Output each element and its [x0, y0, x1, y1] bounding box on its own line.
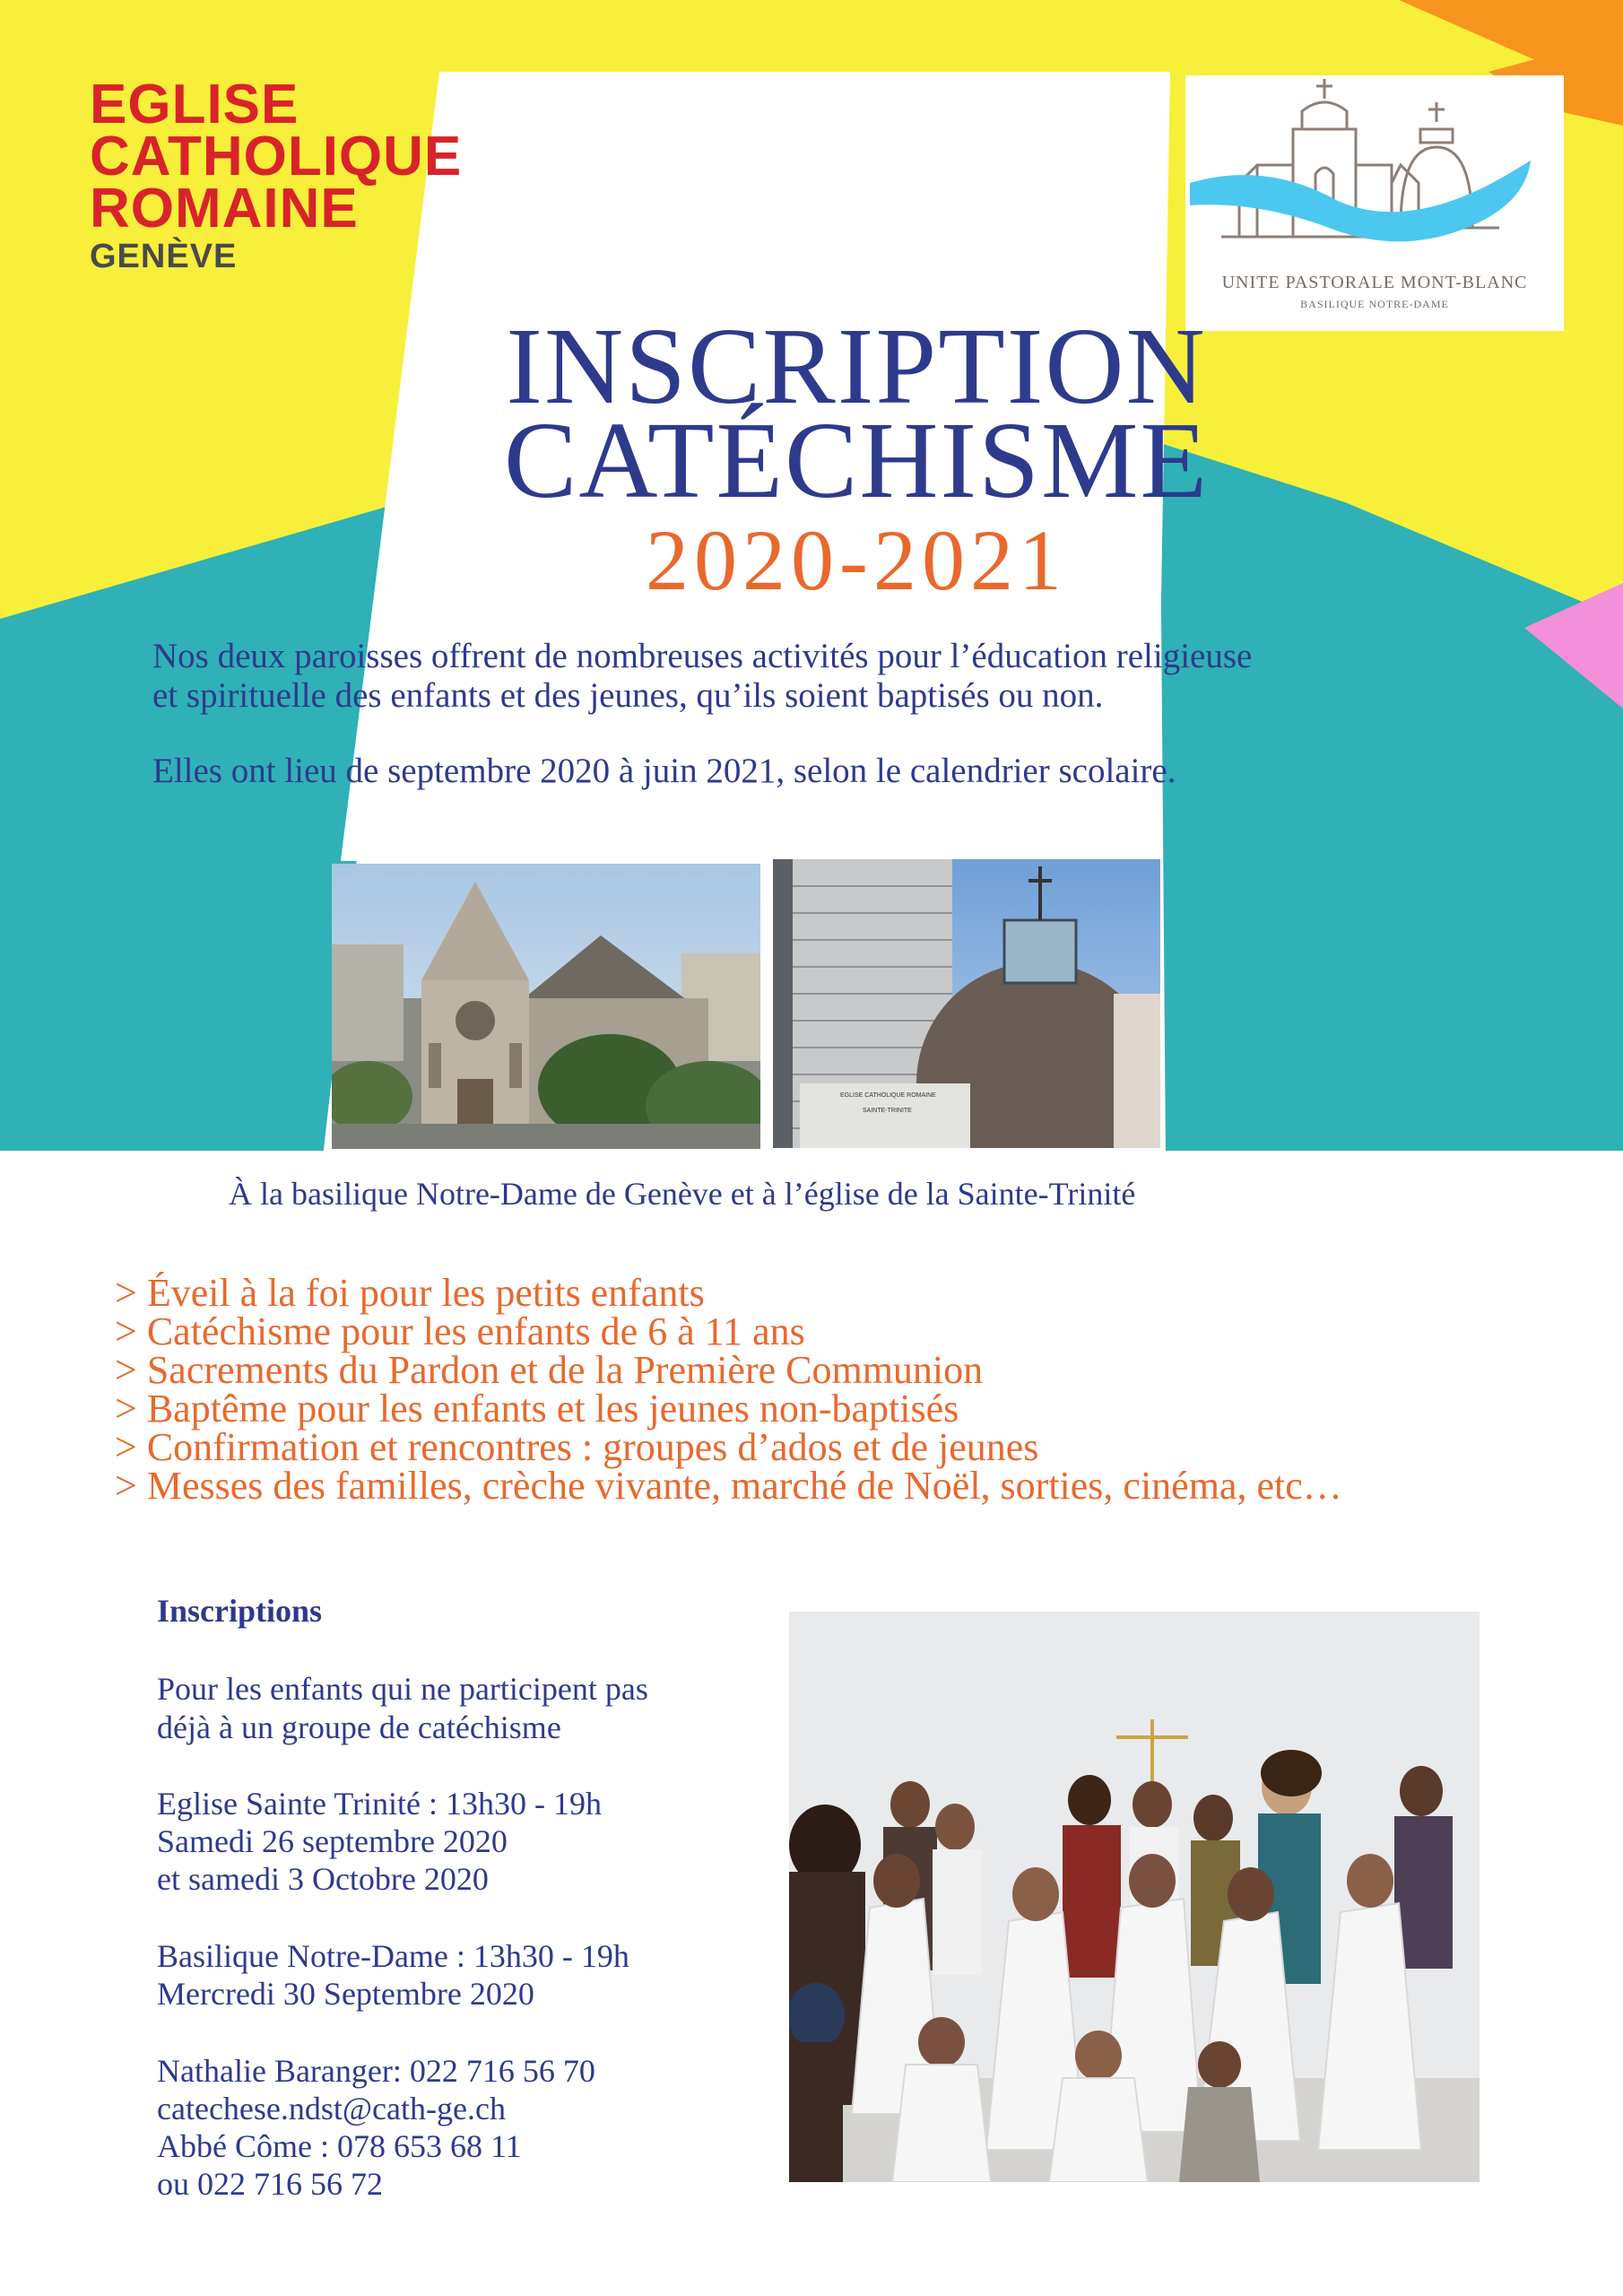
nd-schedule-line-1: Basilique Notre-Dame : 13h30 - 19h [157, 1938, 629, 1974]
title-year: 2020-2021 [646, 512, 1067, 608]
contact-alt-phone: ou 022 716 56 72 [157, 2166, 383, 2202]
unite-pastorale-name: UNITE PASTORALE MONT-BLANC [1221, 273, 1528, 292]
activity-item: > Sacrements du Pardon et de la Première Communion [115, 1348, 984, 1392]
activity-item: > Messes des familles, crèche vivante, marché de Noël, sorties, cinéma, etc… [115, 1464, 1342, 1508]
unite-pastorale-sub: BASILIQUE NOTRE-DAME [1300, 298, 1449, 310]
contact-phone: Nathalie Baranger: 022 716 56 70 [157, 2053, 595, 2089]
nd-schedule-line-2: Mercredi 30 Septembre 2020 [157, 1976, 534, 2012]
logo-line-2: CATHOLIQUE [90, 126, 463, 187]
title-line-1: INSCRIPTION [506, 306, 1207, 427]
title-line-2: CATÉCHISME [504, 400, 1209, 521]
photo-enfants-creche-vivante [789, 1612, 1480, 2182]
trinite-sign-line-1: EGLISE CATHOLIQUE ROMAINE [840, 1092, 936, 1099]
intro-paragraph-1-line-1: Nos deux paroisses offrent de nombreuses activités pour l’éducation religieuse [152, 637, 1253, 675]
logo-line-4: GENÈVE [90, 238, 238, 275]
trinite-schedule-line-1: Eglise Sainte Trinité : 13h30 - 19h [157, 1786, 603, 1822]
activity-item: > Confirmation et rencontres : groupes d’ados et de jeunes [115, 1425, 1039, 1469]
trinite-schedule-line-3: et samedi 3 Octobre 2020 [157, 1861, 489, 1897]
intro-paragraph-1-line-2: et spirituelle des enfants et des jeunes, qu’ils soient baptisés ou non. [152, 676, 1104, 715]
activity-item: > Baptême pour les enfants et les jeunes non-baptisés [115, 1387, 959, 1431]
inscriptions-intro-line-2: déjà à un groupe de catéchisme [157, 1709, 561, 1745]
logo-line-1: EGLISE [90, 74, 299, 135]
activities-list [115, 1271, 1585, 1508]
eglise-catholique-logo [90, 74, 463, 278]
activity-item: > Éveil à la foi pour les petits enfants [115, 1271, 705, 1315]
photo-basilique-notre-dame [332, 864, 760, 1149]
inscriptions-heading: Inscriptions [157, 1593, 323, 1629]
unite-pastorale-logo [1185, 75, 1564, 331]
logo-line-3: ROMAINE [90, 178, 359, 239]
intro-paragraph-2: Elles ont lieu de septembre 2020 à juin 2021, selon le calendrier scolaire. [152, 752, 1176, 790]
trinite-sign-line-2: SAINTE-TRINITE [863, 1108, 912, 1114]
contact-email[interactable]: catechese.ndst@cath-ge.ch [157, 2091, 506, 2126]
photos-caption: À la basilique Notre-Dame de Genève et à l’église de la Sainte-Trinité [229, 1176, 1136, 1212]
photo-eglise-sainte-trinite [773, 859, 1160, 1148]
activity-item: > Catéchisme pour les enfants de 6 à 11 ans [115, 1309, 805, 1353]
trinite-schedule-line-2: Samedi 26 septembre 2020 [157, 1823, 508, 1859]
inscriptions-intro-line-1: Pour les enfants qui ne participent pas [157, 1671, 648, 1707]
contact-abbe-phone: Abbé Côme : 078 653 68 11 [157, 2128, 522, 2164]
church-dome-icon [1185, 75, 1564, 273]
